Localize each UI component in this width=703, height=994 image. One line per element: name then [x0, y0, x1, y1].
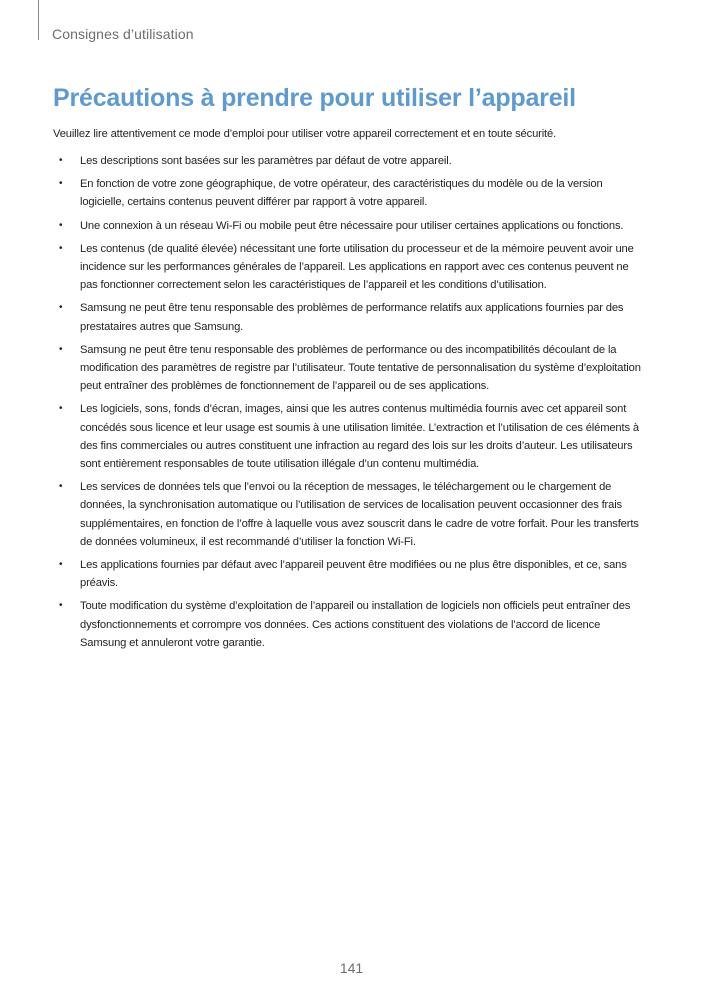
- precautions-list: [53, 152, 645, 657]
- list-item: [53, 299, 645, 335]
- list-item-text: Les logiciels, sons, fonds d’écran, images, ainsi que les autres contenus multimédia fournis avec cet appareil sont concédés sous licence et leur usage est soumis à une utilisation limitée. L’extraction et l’utilisation de ces éléments à des fins commerciales ou autres constituent une infraction au regard des lois sur les droits d’auteur. Les utilisateurs sont entièrement responsables de toute utilisation illégale d’un contenu multimédia.: [80, 403, 639, 471]
- bullet-icon: •: [59, 559, 63, 571]
- list-item: [53, 175, 645, 211]
- bullet-icon: •: [59, 481, 63, 493]
- list-item-text: Les services de données tels que l’envoi ou la réception de messages, le téléchargement ou le chargement de données, la synchronisation automatique ou l’utilisation de services de localisation peuvent occasionner des frais supplémentaires, en fonction de l’offre à laquelle vous avez souscrit dans le cadre de votre forfait. Pour les transferts de données volumineux, il est recommandé d’utiliser la fonction Wi-Fi.: [80, 481, 639, 548]
- bullet-icon: •: [59, 219, 63, 231]
- page-number: 141: [339, 960, 364, 976]
- bullet-icon: •: [59, 600, 63, 612]
- list-item-text: Les contenus (de qualité élevée) nécessitant une forte utilisation du processeur et de la mémoire peuvent avoir une incidence sur les performances générales de l’appareil. Les applications en rapport avec ces contenus peuvent ne pas fonctionner correctement selon les caractéristiques de l’appareil et les conditions d’utilisation.: [80, 242, 634, 292]
- list-item-text: Les applications fournies par défaut avec l’appareil peuvent être modifiées ou ne plus être disponibles, et ce, sans préavis.: [80, 559, 627, 590]
- list-item-text: Samsung ne peut être tenu responsable des problèmes de performance ou des incompatibilités découlant de la modification des paramètres de registre par l’utilisateur. Toute tentative de personnalisation du système d’exploitation peut entraîner des problèmes de fonctionnement de l’appareil ou de ses applications.: [80, 343, 641, 393]
- bullet-icon: •: [59, 403, 63, 415]
- bullet-icon: •: [59, 178, 63, 190]
- bullet-icon: •: [59, 302, 63, 314]
- header-divider: [38, 0, 39, 40]
- bullet-icon: •: [59, 155, 63, 166]
- list-item-text: Les descriptions sont basées sur les paramètres par défaut de votre appareil.: [80, 155, 452, 167]
- bullet-icon: •: [59, 242, 63, 254]
- list-item: [53, 240, 645, 295]
- list-item: [53, 556, 645, 592]
- list-item-text: En fonction de votre zone géographique, de votre opérateur, des caractéristiques du modèle ou de la version logicielle, certains contenus peuvent différer par rapport à votre appareil.: [80, 178, 603, 209]
- list-item: [53, 152, 645, 170]
- bullet-icon: •: [59, 343, 63, 355]
- list-item-text: Toute modification du système d’exploitation de l’appareil ou installation de logiciels non officiels peut entraîner des dysfonctionnements et corrompre vos données. Ces actions constituent des violations de l’accord de licence Samsung et annuleront votre garantie.: [80, 600, 631, 649]
- section-header: Consignes d’utilisation: [52, 26, 194, 42]
- intro-paragraph: Veuillez lire attentivement ce mode d’emploi pour utiliser votre appareil correctement et en toute sécurité.: [53, 128, 557, 140]
- list-item: [53, 217, 645, 235]
- page-title: Précautions à prendre pour utiliser l’appareil: [53, 84, 576, 112]
- list-item: [53, 400, 645, 473]
- list-item: [53, 478, 645, 551]
- list-item-text: Samsung ne peut être tenu responsable des problèmes de performance relatifs aux applications fournies par des prestataires autres que Samsung.: [80, 302, 624, 333]
- list-item: [53, 341, 645, 396]
- list-item: [53, 597, 645, 652]
- list-item-text: Une connexion à un réseau Wi-Fi ou mobile peut être nécessaire pour utiliser certaines applications ou fonctions.: [80, 219, 624, 232]
